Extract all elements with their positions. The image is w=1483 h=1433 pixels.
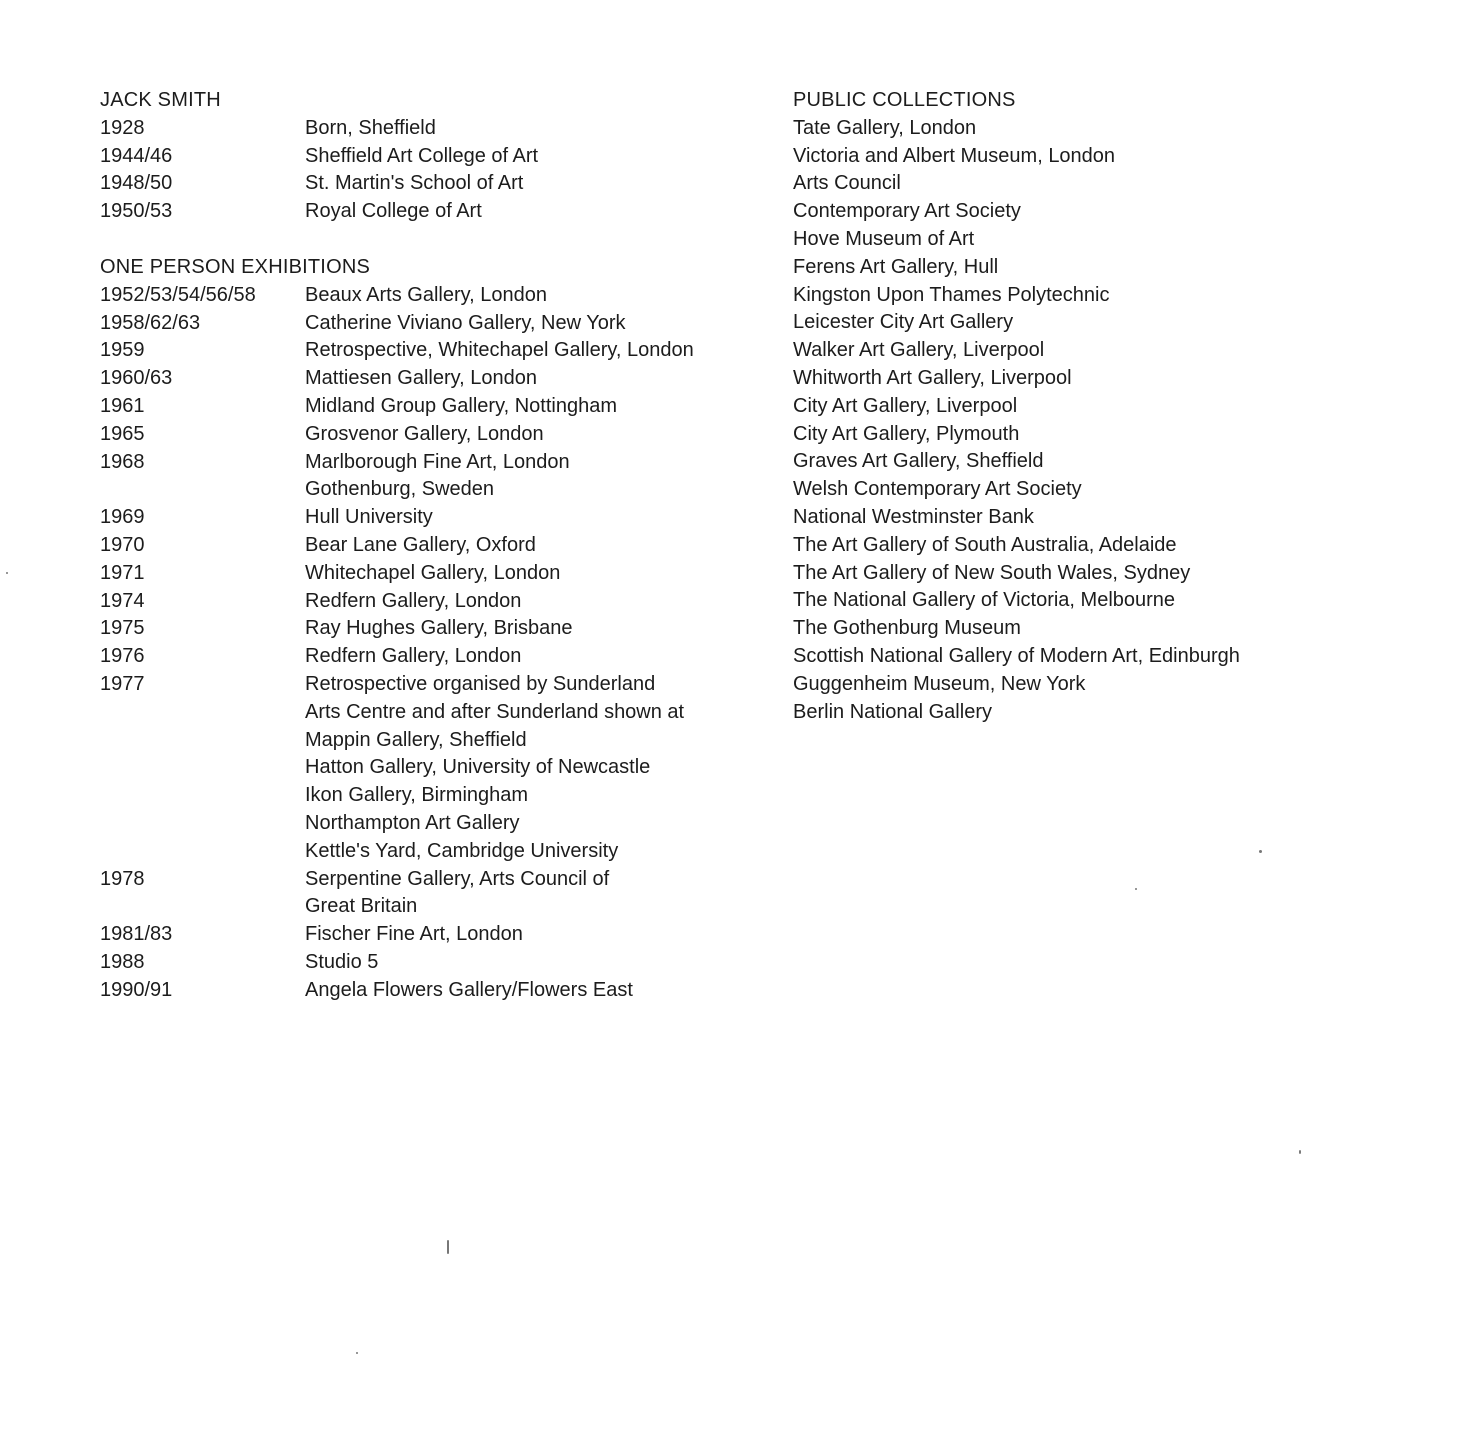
scan-speck bbox=[6, 572, 8, 574]
entry-description: Whitechapel Gallery, London bbox=[305, 561, 561, 584]
entry-row bbox=[100, 560, 760, 588]
entry-description: Retrospective, Whitechapel Gallery, London bbox=[305, 339, 694, 362]
entry-description: Northampton Art Gallery bbox=[305, 811, 520, 834]
right-column bbox=[793, 87, 1413, 726]
entry-year bbox=[100, 699, 305, 727]
entry-description: Arts Centre and after Sunderland shown at bbox=[305, 700, 685, 723]
entry-year bbox=[100, 782, 305, 810]
collection-item: The Art Gallery of South Australia, Adelaide bbox=[793, 533, 1177, 556]
entry-row bbox=[100, 504, 760, 532]
entry-year: 1952/53/54/56/58 bbox=[100, 283, 256, 306]
entry-description: Ray Hughes Gallery, Brisbane bbox=[305, 617, 573, 640]
collection-item: The National Gallery of Victoria, Melbourne bbox=[793, 589, 1176, 612]
collections-heading: PUBLIC COLLECTIONS bbox=[793, 89, 1016, 111]
entry-year: 1969 bbox=[100, 506, 145, 529]
entry-row bbox=[100, 921, 760, 949]
exhibitions-heading: ONE PERSON EXHIBITIONS bbox=[100, 255, 371, 278]
collection-item: City Art Gallery, Plymouth bbox=[793, 422, 1020, 445]
scan-speck bbox=[1299, 1150, 1301, 1154]
entry-row bbox=[100, 198, 760, 226]
entry-year: 1968 bbox=[100, 450, 145, 473]
entry-description: Hatton Gallery, University of Newcastle bbox=[305, 756, 651, 779]
entry-row bbox=[100, 615, 760, 643]
entry-year: 1970 bbox=[100, 533, 145, 556]
scan-speck bbox=[447, 1240, 449, 1254]
entry-description: Born, Sheffield bbox=[305, 116, 436, 139]
scan-speck bbox=[1135, 888, 1137, 890]
collection-item: National Westminster Bank bbox=[793, 505, 1034, 528]
entry-year: 1928 bbox=[100, 116, 145, 139]
scan-speck bbox=[1259, 850, 1262, 853]
collection-item: Leicester City Art Gallery bbox=[793, 311, 1014, 334]
entry-year bbox=[100, 476, 305, 504]
entry-description: Angela Flowers Gallery/Flowers East bbox=[305, 978, 633, 1001]
entry-year: 1974 bbox=[100, 589, 145, 612]
entry-year: 1959 bbox=[100, 339, 145, 362]
entry-description: Gothenburg, Sweden bbox=[305, 478, 495, 501]
entry-description: Sheffield Art College of Art bbox=[305, 144, 539, 167]
entry-description: Redfern Gallery, London bbox=[305, 589, 522, 612]
entry-year: 1976 bbox=[100, 645, 145, 668]
collection-item: City Art Gallery, Liverpool bbox=[793, 394, 1018, 417]
artist-name-heading: JACK SMITH bbox=[100, 89, 221, 111]
exhibitions-list bbox=[100, 282, 760, 1005]
entry-row bbox=[100, 143, 760, 171]
entry-year: 1975 bbox=[100, 617, 145, 640]
entry-row bbox=[100, 671, 760, 699]
collection-item: Contemporary Art Society bbox=[793, 200, 1021, 223]
entry-year: 1990/91 bbox=[100, 978, 173, 1001]
entry-row bbox=[100, 421, 760, 449]
entry-year: 1961 bbox=[100, 394, 145, 417]
entry-year: 1977 bbox=[100, 672, 145, 695]
collection-item: Victoria and Albert Museum, London bbox=[793, 144, 1116, 167]
entry-row bbox=[100, 893, 760, 921]
collection-item: Arts Council bbox=[793, 172, 901, 195]
entry-description: Retrospective organised by Sunderland bbox=[305, 672, 656, 695]
entry-year: 1971 bbox=[100, 561, 145, 584]
entry-description: Mattiesen Gallery, London bbox=[305, 367, 537, 390]
collection-item: Welsh Contemporary Art Society bbox=[793, 478, 1082, 501]
entry-description: Royal College of Art bbox=[305, 200, 482, 223]
entry-row bbox=[100, 449, 760, 477]
entry-year bbox=[100, 727, 305, 755]
entry-row bbox=[100, 532, 760, 560]
collection-item: Kingston Upon Thames Polytechnic bbox=[793, 283, 1110, 306]
entry-year: 1981/83 bbox=[100, 923, 173, 946]
entry-description: Kettle's Yard, Cambridge University bbox=[305, 839, 619, 862]
collection-item: Graves Art Gallery, Sheffield bbox=[793, 450, 1044, 473]
collection-item: The Art Gallery of New South Wales, Sydney bbox=[793, 561, 1191, 584]
collections-list bbox=[793, 115, 1413, 727]
entry-row bbox=[100, 977, 760, 1005]
collection-item: Whitworth Art Gallery, Liverpool bbox=[793, 366, 1072, 389]
entry-row bbox=[100, 476, 760, 504]
collection-item: The Gothenburg Museum bbox=[793, 617, 1021, 640]
collection-item: Guggenheim Museum, New York bbox=[793, 672, 1086, 695]
collection-item: Walker Art Gallery, Liverpool bbox=[793, 339, 1045, 362]
entry-row bbox=[100, 949, 760, 977]
entry-row bbox=[100, 727, 760, 755]
entry-year bbox=[100, 754, 305, 782]
entry-row bbox=[100, 588, 760, 616]
entry-row bbox=[100, 754, 760, 782]
entry-description: Mappin Gallery, Sheffield bbox=[305, 728, 527, 751]
collection-item: Hove Museum of Art bbox=[793, 227, 975, 250]
left-column bbox=[100, 87, 760, 1005]
entry-year bbox=[100, 838, 305, 866]
entry-row bbox=[100, 838, 760, 866]
collection-item: Scottish National Gallery of Modern Art, Edinburgh bbox=[793, 644, 1240, 667]
entry-description: Fischer Fine Art, London bbox=[305, 923, 523, 946]
entry-row bbox=[100, 337, 760, 365]
entry-row bbox=[100, 115, 760, 143]
entry-description: St. Martin's School of Art bbox=[305, 172, 524, 195]
entry-row bbox=[100, 170, 760, 198]
entry-year: 1958/62/63 bbox=[100, 311, 201, 334]
section-spacer bbox=[100, 226, 760, 254]
entry-row bbox=[100, 643, 760, 671]
entry-year: 1965 bbox=[100, 422, 145, 445]
entry-row bbox=[100, 866, 760, 894]
entry-description: Catherine Viviano Gallery, New York bbox=[305, 311, 626, 334]
entry-description: Beaux Arts Gallery, London bbox=[305, 283, 547, 306]
collection-item: Berlin National Gallery bbox=[793, 700, 992, 723]
entry-year: 1944/46 bbox=[100, 144, 173, 167]
entry-row bbox=[100, 393, 760, 421]
entry-description: Serpentine Gallery, Arts Council of bbox=[305, 867, 610, 890]
entry-year: 1988 bbox=[100, 950, 145, 973]
entry-row bbox=[100, 282, 760, 310]
entry-year: 1960/63 bbox=[100, 367, 173, 390]
entry-description: Ikon Gallery, Birmingham bbox=[305, 784, 529, 807]
entry-description: Studio 5 bbox=[305, 950, 379, 973]
entry-row bbox=[100, 365, 760, 393]
entry-row bbox=[100, 699, 760, 727]
biography-list bbox=[100, 115, 760, 226]
entry-description: Bear Lane Gallery, Oxford bbox=[305, 533, 536, 556]
entry-description: Great Britain bbox=[305, 895, 418, 918]
entry-description: Grosvenor Gallery, London bbox=[305, 422, 544, 445]
entry-row bbox=[100, 782, 760, 810]
entry-description: Redfern Gallery, London bbox=[305, 645, 522, 668]
entry-year: 1978 bbox=[100, 867, 145, 890]
collection-item: Tate Gallery, London bbox=[793, 116, 977, 139]
entry-year bbox=[100, 893, 305, 921]
entry-description: Hull University bbox=[305, 506, 433, 529]
scan-speck bbox=[356, 1352, 358, 1354]
collection-item: Ferens Art Gallery, Hull bbox=[793, 255, 999, 278]
entry-year bbox=[100, 810, 305, 838]
entry-description: Midland Group Gallery, Nottingham bbox=[305, 394, 617, 417]
entry-row bbox=[100, 310, 760, 338]
entry-description: Marlborough Fine Art, London bbox=[305, 450, 570, 473]
entry-year: 1948/50 bbox=[100, 172, 173, 195]
entry-row bbox=[100, 810, 760, 838]
entry-year: 1950/53 bbox=[100, 200, 173, 223]
